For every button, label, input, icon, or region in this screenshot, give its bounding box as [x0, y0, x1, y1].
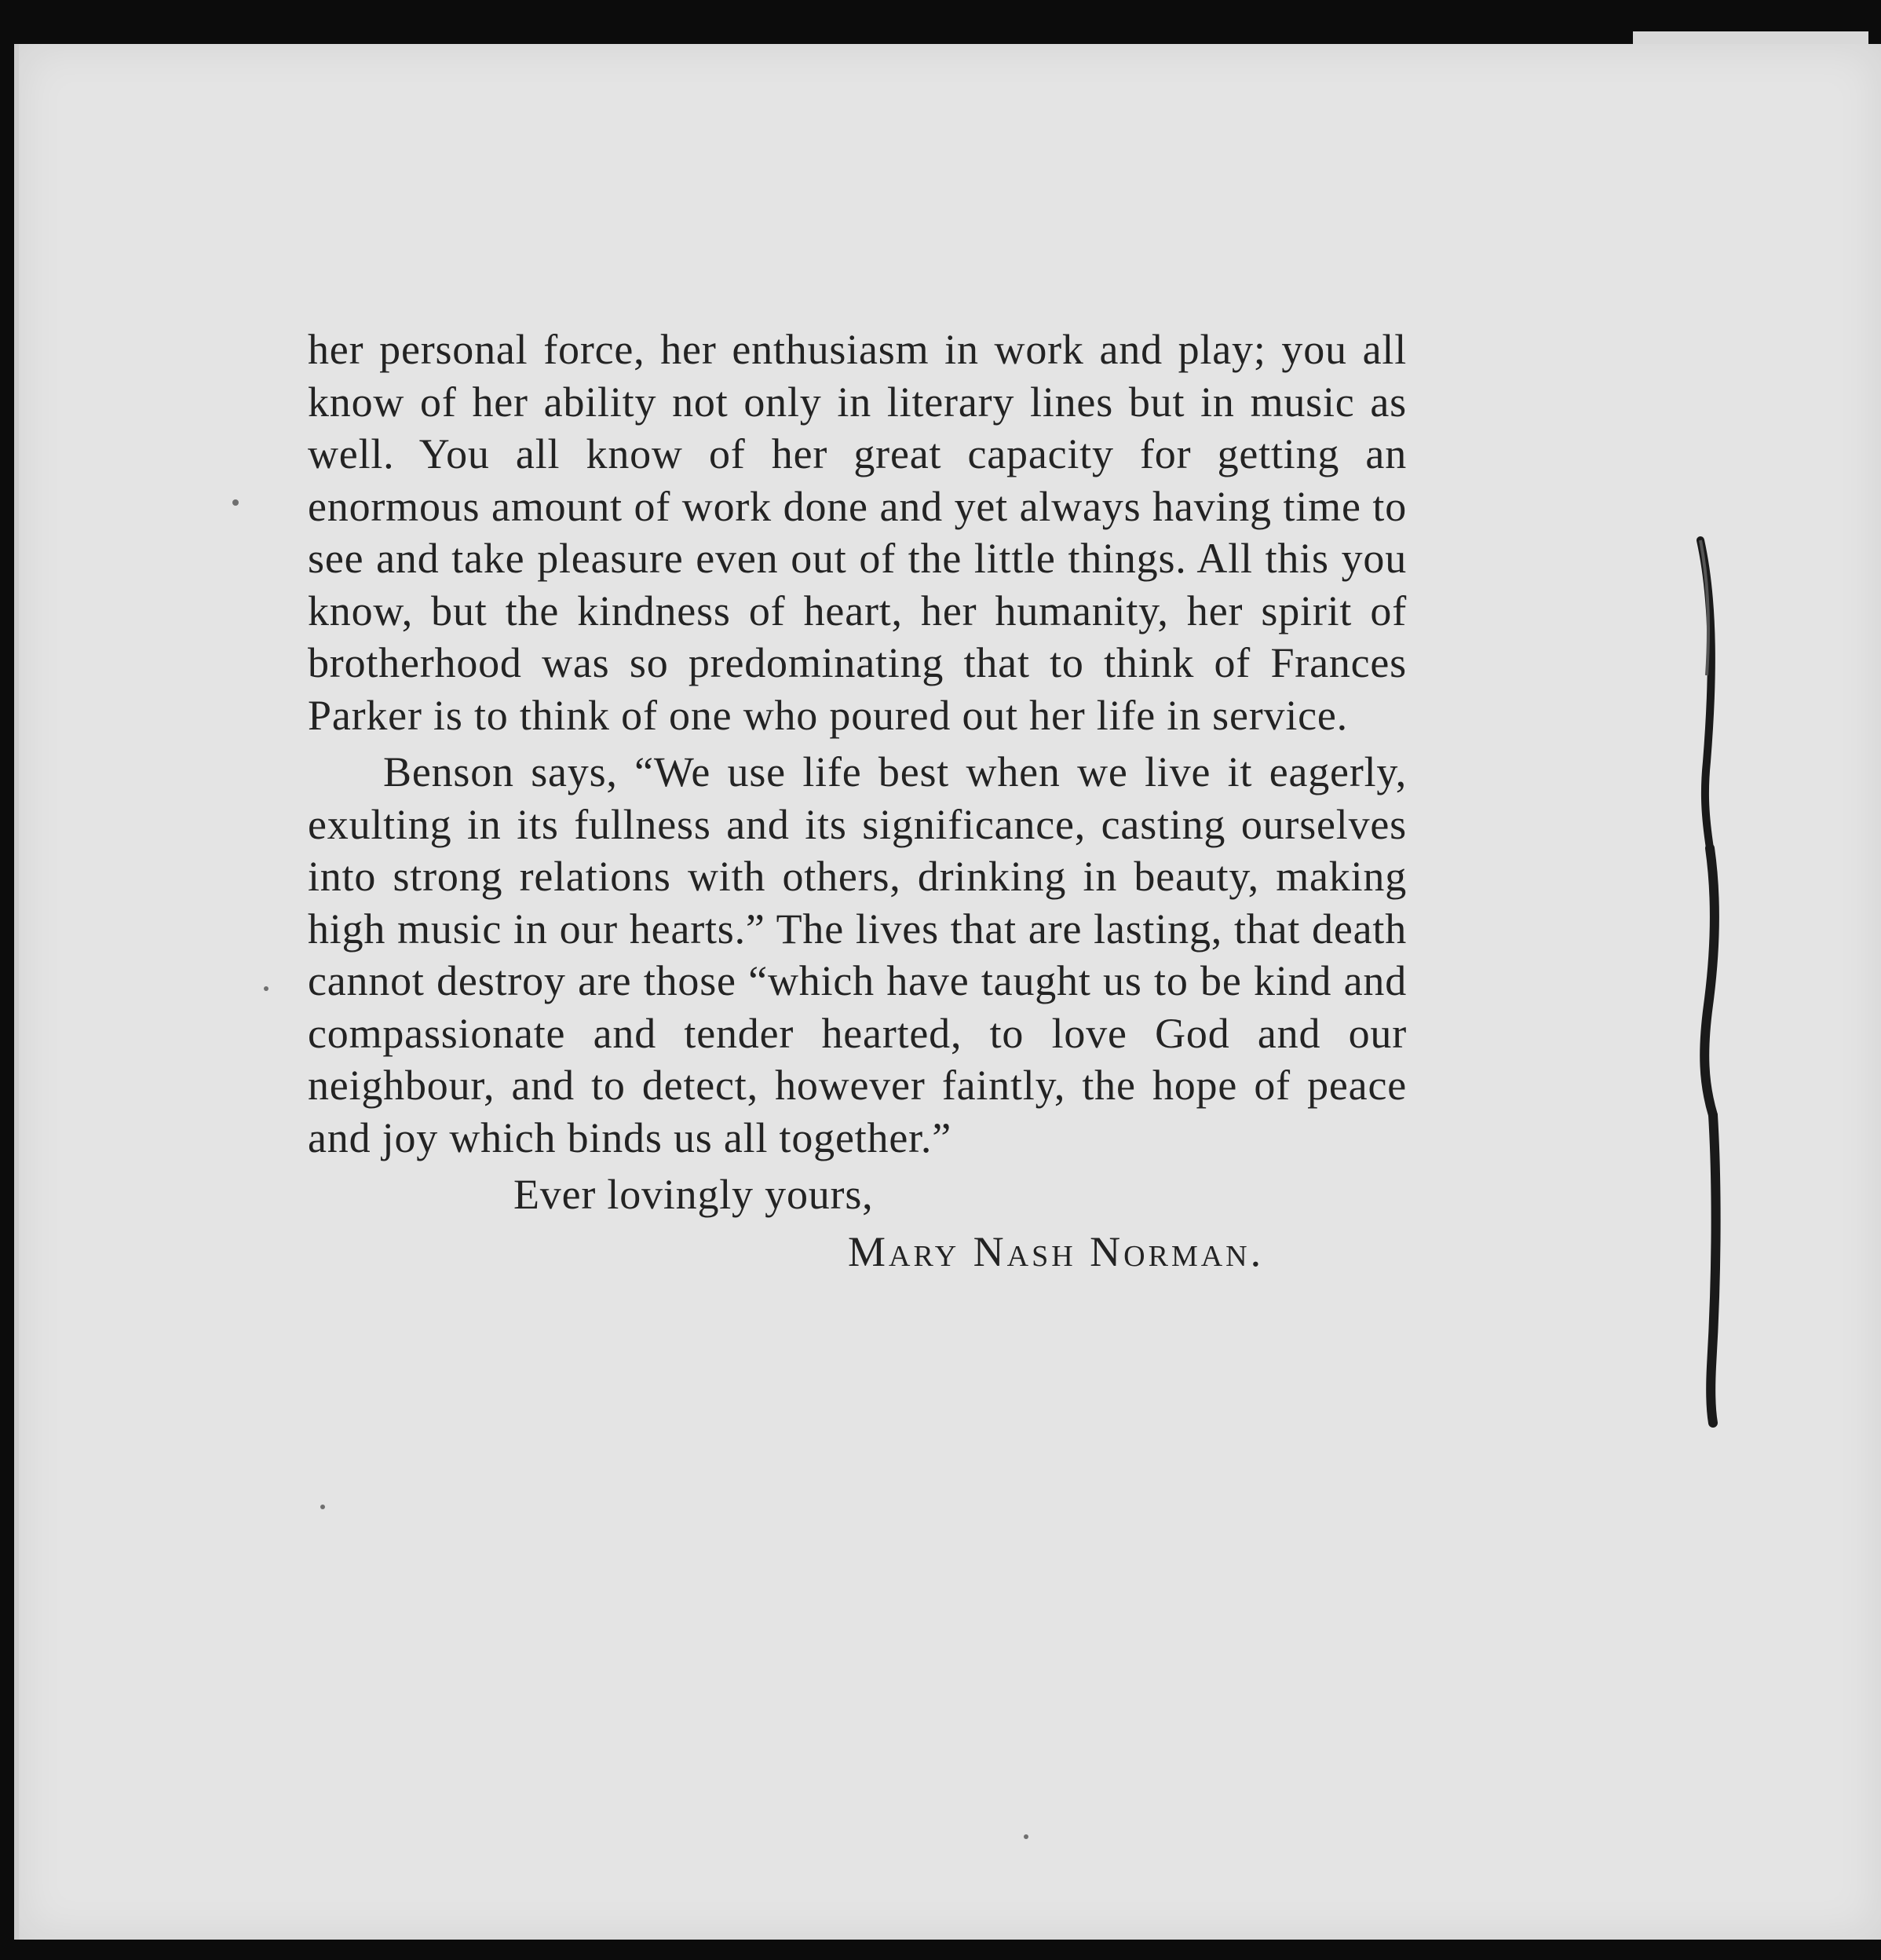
paper-speck — [320, 1505, 325, 1509]
paper-speck — [232, 499, 239, 506]
margin-ink-mark — [1694, 534, 1726, 1429]
letter-signature: Mary Nash Norman. — [848, 1227, 1265, 1275]
letter-paragraph-2: Benson says, “We use life best when we live it eagerly, exulting in its fullness and its significance, casting ourselves into strong relations with others, drinking in beauty, making high music in our hearts.” The lives that are lasting, that death cannot destroy are those “which have taught us to be kind and compassionate and tender hearted, to love God and our neighbour, and to detect, however faintly, the hope of peace and joy which binds us all together.” — [308, 748, 1407, 1161]
paper-speck — [1024, 1834, 1028, 1839]
letter-paragraph-1: her personal force, her enthusiasm in work and play; you all know of her ability not only in literary lines but in music as well. You all know of her great capacity for getting an enormous amount of work done and yet always having time to see and take pleasure even out of the little things. All this you know, but the kindness of heart, her humanity, her spirit of brotherhood was so predominating that to think of Frances Parker is to think of one who poured out her life in service. — [308, 326, 1407, 739]
paper-speck — [264, 986, 268, 991]
letter-closing: Ever lovingly yours, — [513, 1171, 874, 1218]
letter-body — [308, 324, 1407, 1278]
